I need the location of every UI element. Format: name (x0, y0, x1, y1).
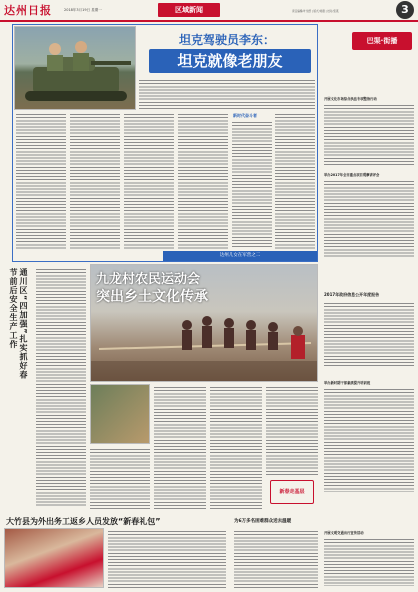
gift-photo (4, 528, 104, 588)
masthead (0, 0, 418, 22)
bottom-right-text (234, 530, 318, 588)
sports-body-col-1 (90, 448, 150, 510)
masthead-rule (0, 20, 418, 22)
right-item-title: 举办2017年全市重点项目观摩讲评会 (324, 173, 380, 177)
tank-body-col-5 (232, 121, 272, 249)
right-column (322, 24, 416, 590)
tank-soldiers-illustration (15, 27, 136, 110)
tank-body-col-1 (16, 113, 66, 249)
tank-intro-text (139, 79, 315, 109)
new-year-stamp (270, 480, 314, 504)
right-item-title: 开展文明交通出行宣传活动 (324, 531, 364, 535)
right-item-title: 举办新时期干部素质提升培训班 (324, 381, 371, 385)
tank-body-col-3 (124, 113, 174, 249)
sports-body-col-4 (266, 386, 318, 476)
bottom-right-story (232, 516, 318, 590)
bottom-right-title: 为6万多名困难群众送去温暖 (234, 519, 292, 524)
section-banner (158, 3, 220, 17)
tank-body-col-2 (70, 113, 120, 249)
new-year-stamp-text: 新春走基层 (279, 489, 305, 495)
page-number: 3 (396, 1, 414, 19)
tank-story (12, 24, 318, 262)
bottom-story-title: 大竹县为外出务工返乡人员发放“新春礼包” (6, 517, 161, 526)
right-item-text (324, 538, 414, 586)
right-item-text (324, 302, 414, 366)
event-photo-small (90, 384, 150, 444)
tank-caption-bar (163, 251, 317, 261)
sports-body-col-2 (154, 386, 206, 510)
tank-photo (14, 26, 136, 110)
section-title: 区域新闻 (175, 6, 203, 14)
bottom-story (2, 516, 228, 590)
tank-body-col-6 (275, 113, 315, 249)
newspaper-logo: 达州日报 (4, 4, 52, 17)
right-badge (352, 32, 412, 50)
tank-subhead: 新时代奋斗者 (233, 113, 257, 118)
left-story-title: 通川区“四加强”扎实抓好春节前后安全生产工作 (9, 268, 28, 380)
left-story (2, 264, 88, 514)
bottom-story-text (108, 530, 226, 588)
tank-title-top: 坦克驾驶员李东： (178, 33, 275, 47)
issue-date: 2018年3月19日 星期一 (64, 8, 102, 12)
sports-title-top: 九龙村农民运动会 (96, 272, 201, 287)
sports-title-main: 突出乡土文化传承 (96, 289, 208, 305)
tank-caption-text: 达州儿女在军营之二 (219, 253, 261, 258)
tank-body-col-4 (178, 113, 228, 249)
right-item-title: 2017年政府信息公开年度报告 (324, 292, 380, 297)
tank-title-main: 坦克就像老朋友 (177, 52, 283, 70)
right-item-text (324, 104, 414, 166)
right-item-text (324, 180, 414, 258)
sports-story (90, 264, 318, 514)
left-story-text (36, 268, 86, 508)
tank-title-banner (149, 49, 311, 73)
right-item-title: 开展文化市场综合执法专项整治行动 (324, 97, 377, 101)
right-item-text (324, 388, 414, 492)
editor-credits: 责任编辑/叶龙德 | 版式/刘薇 | 校对/张燕 (292, 10, 339, 13)
sports-body-col-3 (210, 386, 262, 510)
right-badge-text: 巴渠·街播 (366, 37, 398, 45)
